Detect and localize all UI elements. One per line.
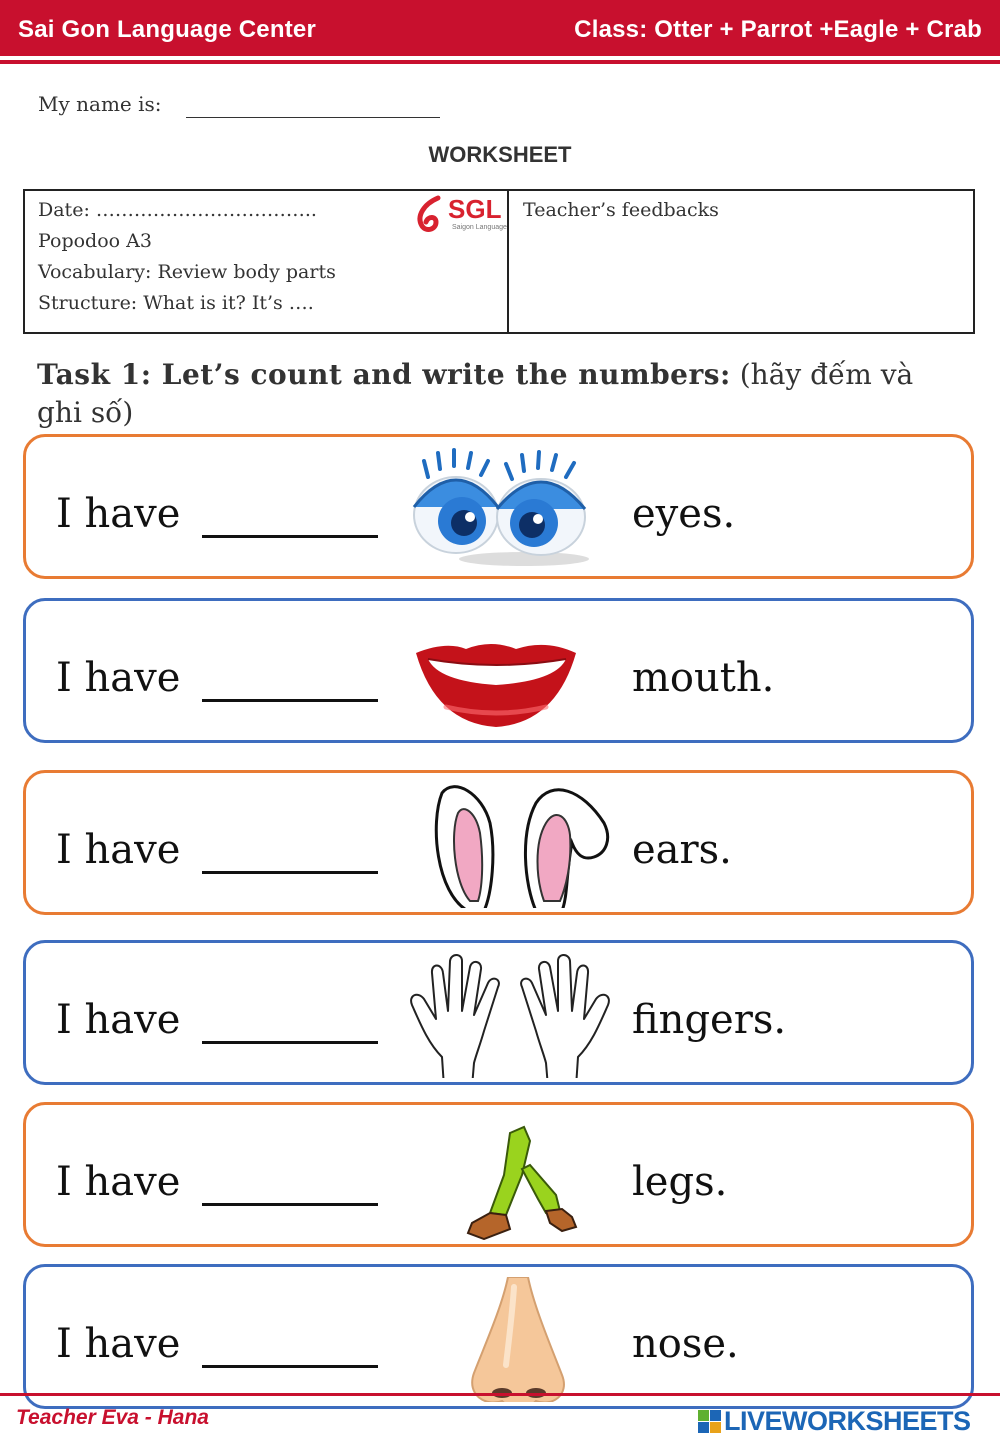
row-word: eyes. <box>632 491 736 537</box>
task-translation: (hãy đếm và ghi số) <box>37 358 914 429</box>
task-title: Task 1: Let’s count and write the numbers: <box>37 358 731 391</box>
liveworksheets-text: LIVEWORKSHEETS <box>724 1406 971 1436</box>
row-fingers <box>23 940 974 1085</box>
answer-blank[interactable] <box>202 871 378 874</box>
row-phrase: I have <box>56 827 181 873</box>
name-input-line[interactable] <box>186 117 440 118</box>
row-word: ears. <box>632 827 732 873</box>
date-line: Date: …………………………….. <box>38 199 317 221</box>
name-label: My name is: <box>38 92 162 116</box>
book-line: Popodoo A3 <box>38 230 152 252</box>
row-mouth <box>23 598 974 743</box>
row-phrase: I have <box>56 655 181 701</box>
answer-blank[interactable] <box>202 699 378 702</box>
feedback-label: Teacher’s feedbacks <box>523 199 719 221</box>
row-word: fingers. <box>632 997 787 1043</box>
row-word: nose. <box>632 1321 739 1367</box>
liveworksheets-logo[interactable] <box>698 1404 998 1440</box>
task-instruction <box>37 356 967 432</box>
ears-icon <box>406 783 636 908</box>
row-eyes <box>23 434 974 579</box>
liveworksheets-icon <box>698 1410 722 1434</box>
mouth-icon <box>406 611 636 736</box>
row-nose <box>23 1264 974 1409</box>
hands-icon <box>406 953 636 1078</box>
answer-blank[interactable] <box>202 1365 378 1368</box>
page-title: WORKSHEET <box>428 142 572 167</box>
footer-divider <box>0 1393 1000 1396</box>
row-phrase: I have <box>56 1159 181 1205</box>
logo-text: SGL <box>448 194 502 224</box>
nose-icon <box>406 1277 636 1402</box>
row-phrase: I have <box>56 997 181 1043</box>
answer-blank[interactable] <box>202 535 378 538</box>
row-phrase: I have <box>56 1321 181 1367</box>
class-label: Class: Otter + Parrot +Eagle + Crab <box>574 16 982 43</box>
center-name: Sai Gon Language Center <box>18 16 316 43</box>
teacher-name: Teacher Eva - Hana <box>16 1406 209 1429</box>
row-phrase: I have <box>56 491 181 537</box>
structure-line: Structure: What is it? It’s …. <box>38 292 314 314</box>
answer-blank[interactable] <box>202 1041 378 1044</box>
row-word: mouth. <box>632 655 775 701</box>
eyes-icon <box>406 447 636 572</box>
header-divider <box>0 60 1000 64</box>
sgl-swirl-icon <box>412 194 452 238</box>
answer-blank[interactable] <box>202 1203 378 1206</box>
row-ears <box>23 770 974 915</box>
vocabulary-line: Vocabulary: Review body parts <box>38 261 336 283</box>
row-legs <box>23 1102 974 1247</box>
legs-icon <box>406 1115 636 1240</box>
sgl-logo <box>412 194 512 238</box>
row-word: legs. <box>632 1159 728 1205</box>
logo-subtext: Saigon Language <box>452 224 507 231</box>
header-bar <box>0 0 1000 56</box>
